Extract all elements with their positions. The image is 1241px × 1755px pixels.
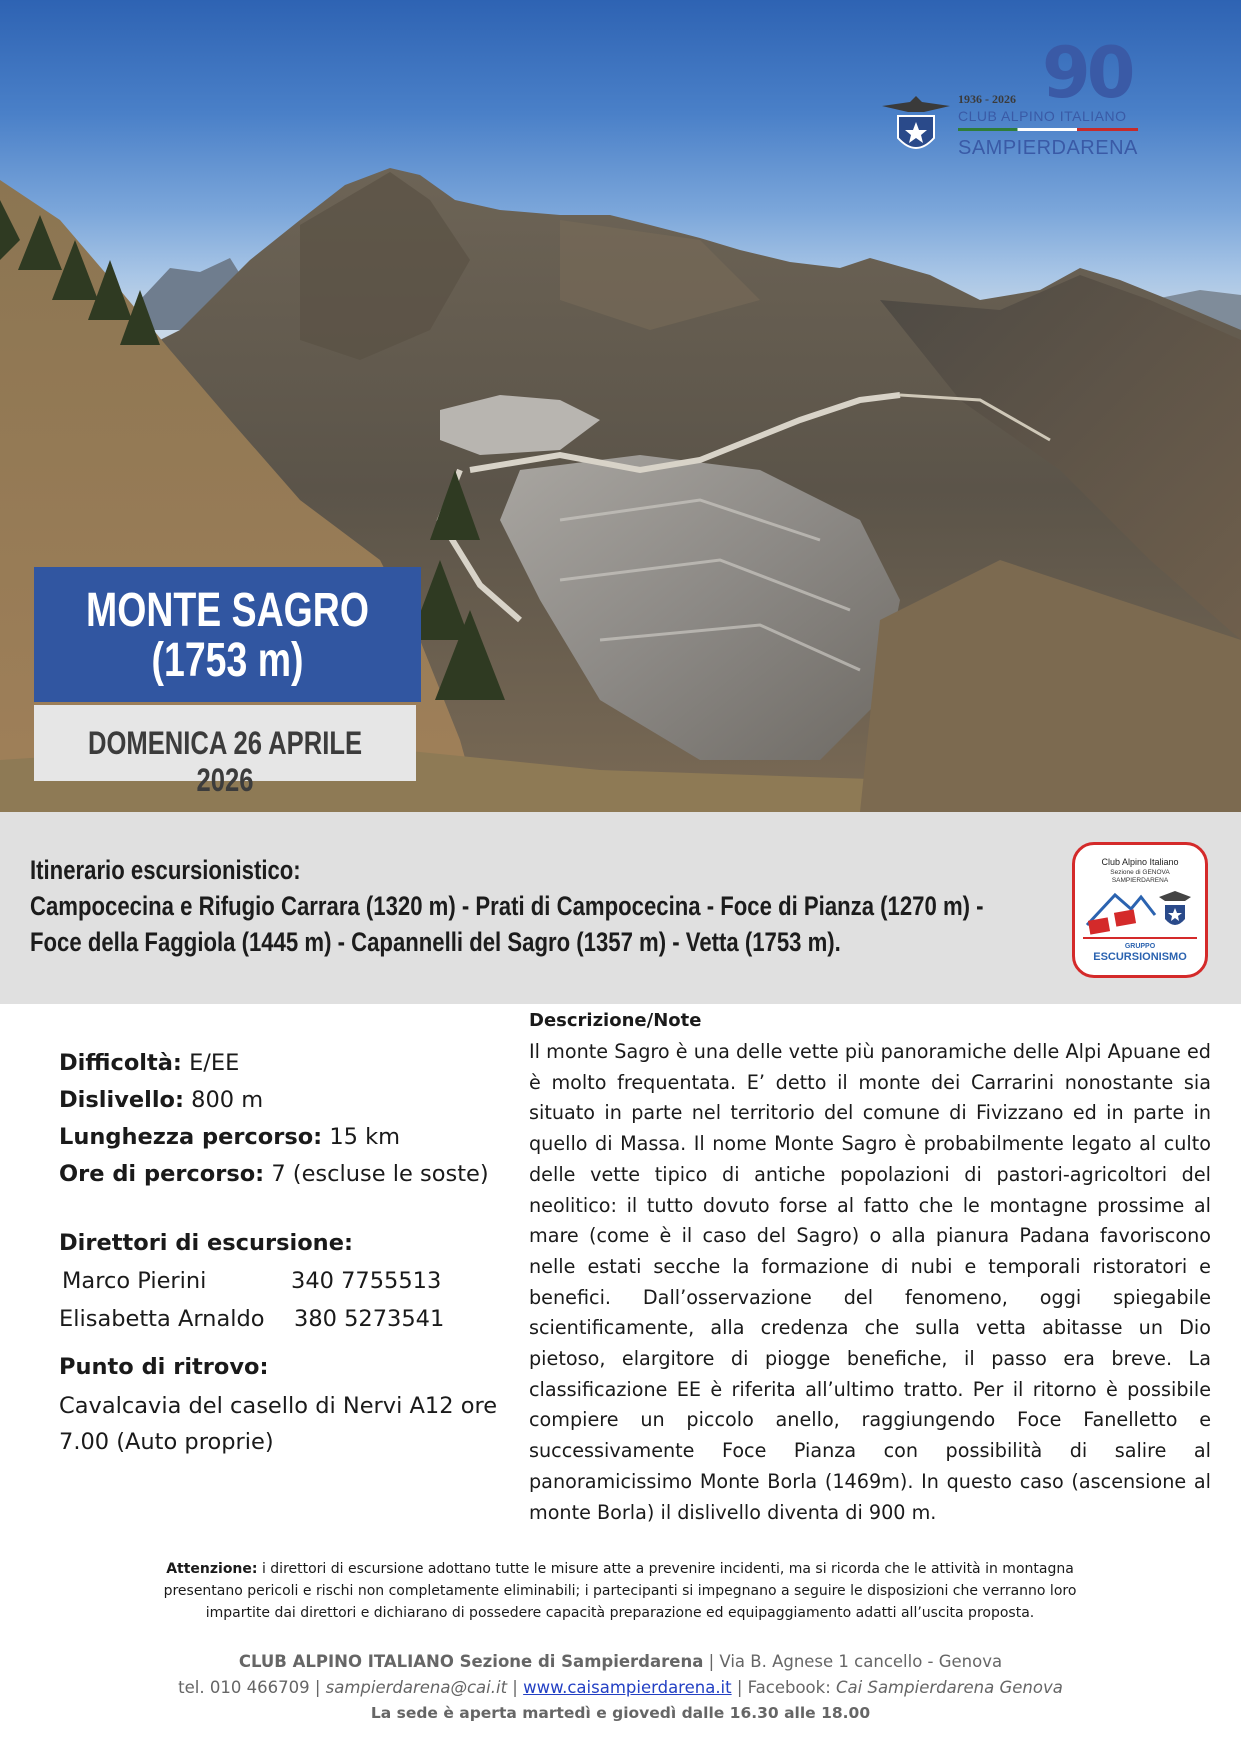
elevation-value: 800 m [184,1087,264,1113]
logo-years: 1936 - 2026 [958,92,1016,106]
safety-warning [70,1558,1170,1624]
director-phone: 340 7755513 [291,1268,442,1294]
footer-website-link[interactable]: www.caisampierdarena.it [523,1678,732,1697]
escursionismo-group-badge [1072,842,1208,978]
itinerary-heading: Itinerario escursionistico: [30,855,301,885]
hours-value: 7 (escluse le soste) [264,1161,489,1187]
page-title: MONTE SAGRO [86,584,369,637]
footer-address-text: | Via B. Agnese 1 cancello - Genova [703,1652,1003,1671]
meeting-heading [59,1354,268,1380]
footer-tel: tel. 010 466709 | [178,1678,326,1697]
warning-line: impartite dai direttori e dichiarano di possedere capacità preparazione ed equipaggiamento adatti all’uscita proposta. [205,1605,1035,1621]
footer-separator: | [507,1678,524,1697]
warning-label: Attenzione: [166,1561,258,1577]
footer-contacts [0,1678,1241,1697]
description-title: Descrizione/Note [529,1010,702,1031]
directors-label: Direttori di escursione: [59,1230,353,1256]
directors-heading [59,1230,353,1256]
cai-eagle-emblem-icon [880,94,952,164]
elevation-row [59,1087,263,1113]
badge-org: Club Alpino Italiano [1101,857,1179,867]
itinerary-band [0,812,1241,1004]
logo-90-number: 90 [1042,32,1132,114]
event-date: DOMENICA 26 APRILE 2026 [87,725,363,798]
footer-address [0,1652,1241,1671]
footer-facebook[interactable]: Cai Sampierdarena Genova [836,1678,1063,1697]
hours-label: Ore di percorso: [59,1161,265,1187]
meeting-line: 7.00 (Auto proprie) [59,1429,274,1455]
cai-90-years-logo [880,32,1150,168]
page-title-altitude: (1753 m) [151,634,304,687]
length-label: Lunghezza percorso: [59,1124,323,1150]
difficulty-row [59,1050,239,1076]
badge-group-name: ESCURSIONISMO [1093,951,1187,963]
footer-email[interactable]: sampierdarena@cai.it [325,1678,508,1697]
itinerary-text [30,852,1070,960]
footer-org: CLUB ALPINO ITALIANO Sezione di Sampierdarena [238,1652,704,1671]
badge-section-line: SAMPIERDARENA [1111,877,1169,884]
meeting-line: Cavalcavia del casello di Nervi A12 ore [59,1393,498,1419]
footer-facebook-label: | Facebook: [731,1678,837,1697]
hours-row [59,1161,489,1187]
itinerary-line: Foce della Faggiola (1445 m) - Capannelli del Sagro (1357 m) - Vetta (1753 m). [30,927,841,957]
director-name: Elisabetta Arnaldo [59,1306,265,1332]
badge-section [1075,869,1205,885]
badge-section-line: Sezione di GENOVA [1110,869,1170,876]
difficulty-label: Difficoltà: [59,1050,182,1076]
length-row [59,1124,400,1150]
warning-line: i direttori di escursione adottano tutte le misure atte a prevenire incidenti, ma si ricorda che le attività in montagna [257,1561,1074,1577]
date-box [34,705,416,798]
meeting-label: Punto di ritrovo: [59,1354,269,1380]
director-name: Marco Pierini [62,1268,207,1294]
difficulty-value: E/EE [181,1050,240,1076]
hero-photo [0,0,1241,812]
elevation-label: Dislivello: [59,1087,185,1113]
logo-tricolor-bar [958,128,1138,131]
warning-line: presentano pericoli e rischi non completamente eliminabili; i partecipanti si impegnano a seguire le disposizioni che verranno loro [163,1583,1077,1599]
badge-group-label: GRUPPO [1124,943,1156,950]
itinerary-line: Campocecina e Rifugio Carrara (1320 m) - Prati di Campocecina - Foce di Pianza (1270 m) - [30,891,984,921]
director-phone: 380 5273541 [294,1306,445,1332]
logo-org-name: CLUB ALPINO ITALIANO [958,108,1127,124]
logo-section-name: SAMPIERDARENA [958,137,1138,159]
footer-hours: La sede è aperta martedì e giovedì dalle 16.30 alle 18.00 [370,1704,871,1722]
description-text: Il monte Sagro è una delle vette più panoramiche delle Alpi Apuane ed è molto frequentata. E’ detto il monte dei Carrarini nonostante sia situato in parte nel territorio del comune di Fivizzano ed in parte in quello di Massa. Il nome Monte Sagro è probabilmente legato al culto delle vette tipico di antiche popolazioni di pastori-agricoltori del neolitico: il tutto dovuto forse al fatto che le montagne prossime al mare (come è il caso del Sagro) o alla pianura Padana favoriscono nelle estati secche la formazione di nubi e temporali ristoratori e benefici. Dall’osservazione del fenomeno, oggi spiegabile scientificamente, alla credenza che sulla vetta abitasse un Dio pietoso, elargitore di piogge benefiche, il passo era breve. La classificazione EE è riferita all’ultimo tratto. Per il ritorno è possibile compiere un piccolo anello, raggiungendo Foce Fanelletto e successivamente Foce Pianza con possibilità di salire al panoramicissimo Monte Borla (1469m). In questo caso (ascensione al monte Borla) il dislivello diventa di 900 m. [529,1040,1211,1524]
length-value: 15 km [322,1124,401,1150]
title-box [34,567,421,702]
